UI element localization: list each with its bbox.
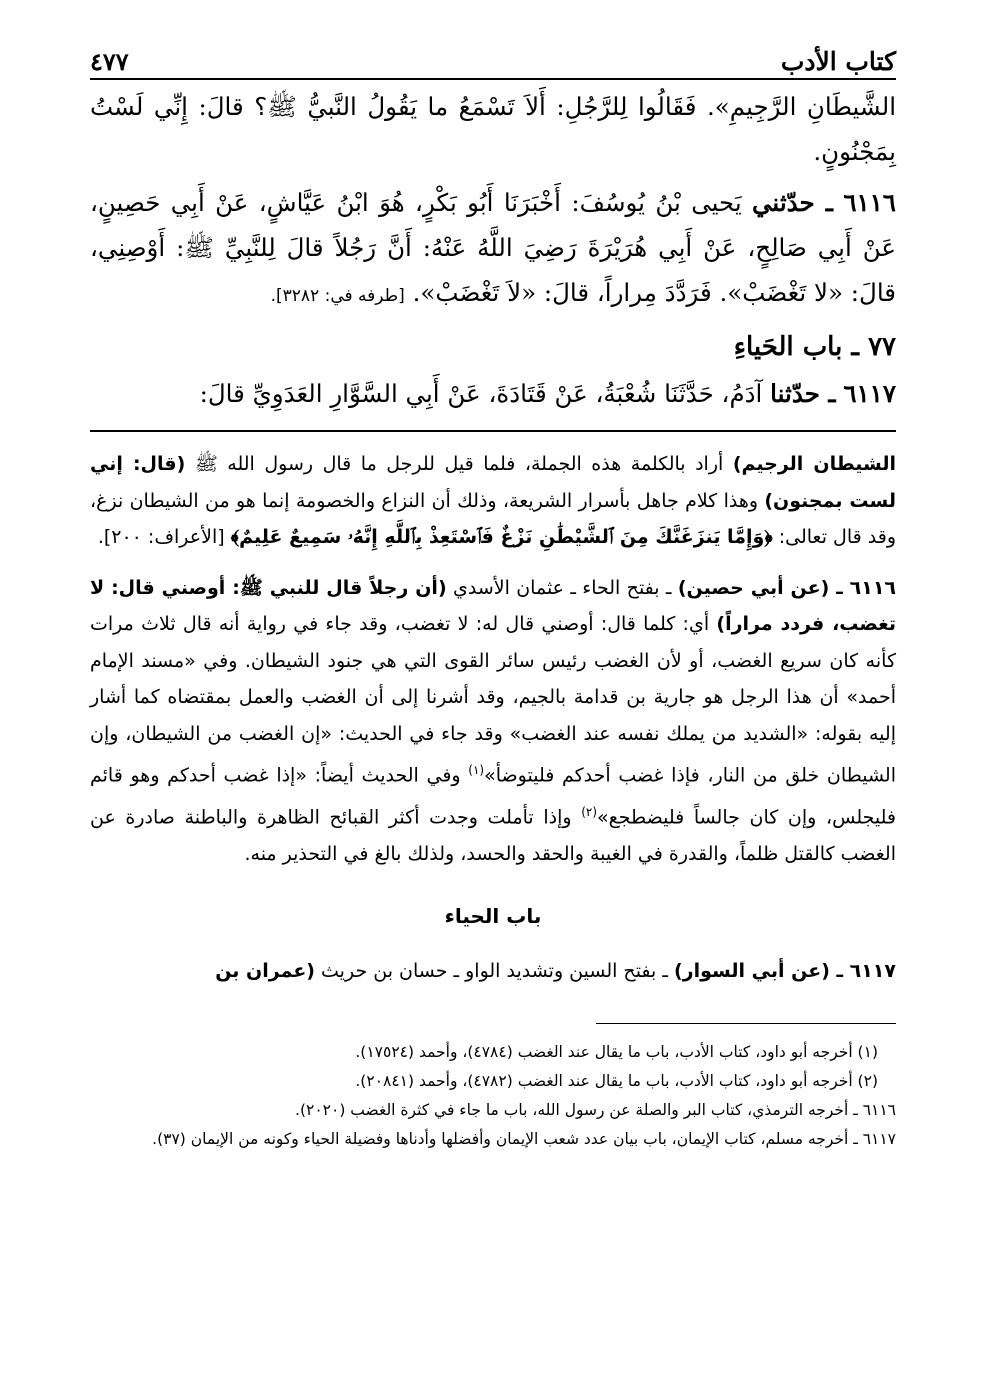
quoted-phrase: (قال: إني لست بمجنون) xyxy=(90,453,896,512)
bab-heading: ٧٧ ـ باب الحَياءِ xyxy=(733,332,896,362)
cross-reference: [طرفه في: ٣٢٨٢]. xyxy=(270,286,405,306)
hadith-number: ٦١١٦ xyxy=(843,188,896,217)
book-page xyxy=(90,36,896,1154)
footnote-marker[interactable]: (١) xyxy=(468,763,485,777)
hadith-6116: ٦١١٦ ـ حدّثني يَحيى بْنُ يُوسُفَ: أَخْبَرَنَا أَبُو بَكْرٍ، هُوَ ابْنُ عَيَّاشٍ، عَنْ أَبِي حَصِينٍ، عَنْ أَبِي صَالِحٍ، عَنْ أَبِي هُرَيْرَةَ رَضِيَ اللَّهُ عَنْهُ: أَنَّ رَجُلاً قالَ لِلنَّبِيِّ ﷺ: أَوْصِنِي، قالَ: «لا تَغْضَبْ». فَرَدَّدَ مِراراً، قالَ: «لاَ تَغْضَبْ». [طرفه في: ٣٢٨٢]. xyxy=(90,188,896,307)
chain-lead: حدّثني xyxy=(752,188,815,217)
page-number: ٤٧٧ xyxy=(90,47,129,76)
hadith-number: ٦١١٧ xyxy=(843,379,896,408)
hadith-body: آدَمُ، حَدَّثَنَا شُعْبَةُ، عَنْ قَتَادَةَ، عَنْ أَبِي السَّوَّارِ العَدَوِيِّ قالَ: xyxy=(199,379,763,408)
commentary-divider xyxy=(90,430,896,432)
chain-lead: حدّثنا xyxy=(770,379,820,408)
commentary-text: وإذا تأملت وجدت أكثر القبائح الظاهرة والباطنة صادرة عن الغضب كالقتل ظلماً، والقدرة في الغيبة والحقد والحسد، ولذلك بالغ في التحذير منه. xyxy=(90,806,896,865)
commentary-paragraph xyxy=(90,953,896,990)
hadith-number: ٦١١٦ ـ xyxy=(829,576,897,599)
footnote: ٦١١٧ ـ أخرجه مسلم، كتاب الإيمان، باب بيان عدد شعب الإيمان وأفضلها وأدناها وفضيلة الحياء وكونه من الإيمان (٣٧). xyxy=(152,1130,896,1149)
quran-verse: ﴿وَإِمَّا يَنزَغَنَّكَ مِنَ ٱلشَّيْطَٰنِ نَزْغٌ فَٱسْتَعِذْ بِٱللَّهِ إِنَّهُۥ سَمِيعٌ عَلِيمٌ﴾ xyxy=(230,526,773,548)
footnote: (٢) أخرجه أبو داود، كتاب الأدب، باب ما يقال عند الغضب (٤٧٨٢)، وأحمد (٢٠٨٤١). xyxy=(355,1072,878,1091)
chapter-title: كتاب الأدب xyxy=(780,47,896,76)
footnotes xyxy=(90,1038,896,1154)
commentary-text: ـ بفتح السين وتشديد الواو ـ حسان بن حريث xyxy=(314,959,674,982)
commentary-paragraph xyxy=(90,570,896,873)
quoted-phrase: (أن رجلاً قال للنبي ﷺ: أوصني قال: لا تغضب، فردد مراراً) xyxy=(90,576,896,635)
commentary-text: وفي الحديث أيضاً: «إذا غضب أحدكم وهو قائم فليجلس، وإن كان جالساً فليضطجع» xyxy=(90,764,896,829)
footnote-rule xyxy=(596,1023,896,1024)
footnote-marker[interactable]: (٢) xyxy=(581,804,598,819)
hadith-number: ٦١١٧ ـ xyxy=(829,959,896,982)
commentary-text: ـ بفتح الحاء ـ عثمان الأسدي xyxy=(446,576,678,599)
quoted-phrase: الشيطان الرجيم) xyxy=(732,453,896,475)
commentary-paragraph xyxy=(90,446,896,556)
continuation-text: الشَّيطَانِ الرَّجِيمِ». فَقَالُوا لِلرَّجُلِ: أَلاَ تَسْمَعُ ما يَقُولُ النَّبيُّ ﷺ؟ قالَ: إِنِّي لَسْتُ بِمَجْنُونٍ. xyxy=(90,92,896,166)
commentary-text: وهذا كلام جاهل بأسرار الشريعة، وذلك أن النزاع والخصومة إنما هو من الشيطان نزغ، وقد قال تعالى: xyxy=(90,489,896,548)
commentary-text: أراد بالكلمة هذه الجملة، فلما قيل للرجل ما قال رسول الله ﷺ xyxy=(185,453,733,475)
hadith-body: يَحيى بْنُ يُوسُفَ: أَخْبَرَنَا أَبُو بَكْرٍ، هُوَ ابْنُ عَيَّاشٍ، عَنْ أَبِي حَصِينٍ، عَنْ أَبِي صَالِحٍ، عَنْ أَبِي هُرَيْرَةَ رَضِيَ اللَّهُ عَنْهُ: أَنَّ رَجُلاً قالَ لِلنَّبِيِّ ﷺ: أَوْصِنِي، قالَ: «لا تَغْضَبْ». فَرَدَّدَ مِراراً، قالَ: «لاَ تَغْضَبْ». xyxy=(90,188,896,307)
commentary xyxy=(90,446,896,989)
verse-reference: [الأعراف: ٢٠٠]. xyxy=(97,526,231,548)
hadith-text xyxy=(90,84,896,416)
page-header xyxy=(90,36,896,80)
commentary-text: أي: كلما قال: أوصني قال له: لا تغضب، وقد جاء في رواية أنه قال ثلاث مرات كأنه كان سريع الغضب، أو لأن الغضب رئيس سائر القوى التي هي جنود الشيطان. وفي «مسند الإمام أحمد» أن هذا الرجل هو جارية بن قدامة بالجيم، وقد أشرنا إلى أن الغضب والعمل بمقتضاه كما أشار إليه بقوله: «الشديد من يملك نفسه عند الغضب» وقد جاء في الحديث: «إن الغضب من الشيطان، وإن الشيطان خلق من النار، فإذا غضب أحدكم فليتوضأ» xyxy=(90,613,896,787)
quoted-phrase: (عن أبي السوار) xyxy=(673,959,830,982)
footnote: (١) أخرجه أبو داود، كتاب الأدب، باب ما يقال عند الغضب (٤٧٨٤)، وأحمد (١٧٥٢٤). xyxy=(355,1043,878,1062)
footnote: ٦١١٦ ـ أخرجه الترمذي، كتاب البر والصلة عن رسول الله، باب ما جاء في كثرة الغضب (٢٠٢٠). xyxy=(295,1101,896,1120)
commentary-heading: باب الحياء xyxy=(444,904,542,929)
quoted-phrase: (عمران بن xyxy=(215,959,315,982)
hadith-6117: ٦١١٧ ـ حدّثنا آدَمُ، حَدَّثَنَا شُعْبَةُ، عَنْ قَتَادَةَ، عَنْ أَبِي السَّوَّارِ العَدَوِيِّ قالَ: xyxy=(199,379,896,408)
quoted-phrase: (عن أبي حصين) xyxy=(677,576,830,599)
